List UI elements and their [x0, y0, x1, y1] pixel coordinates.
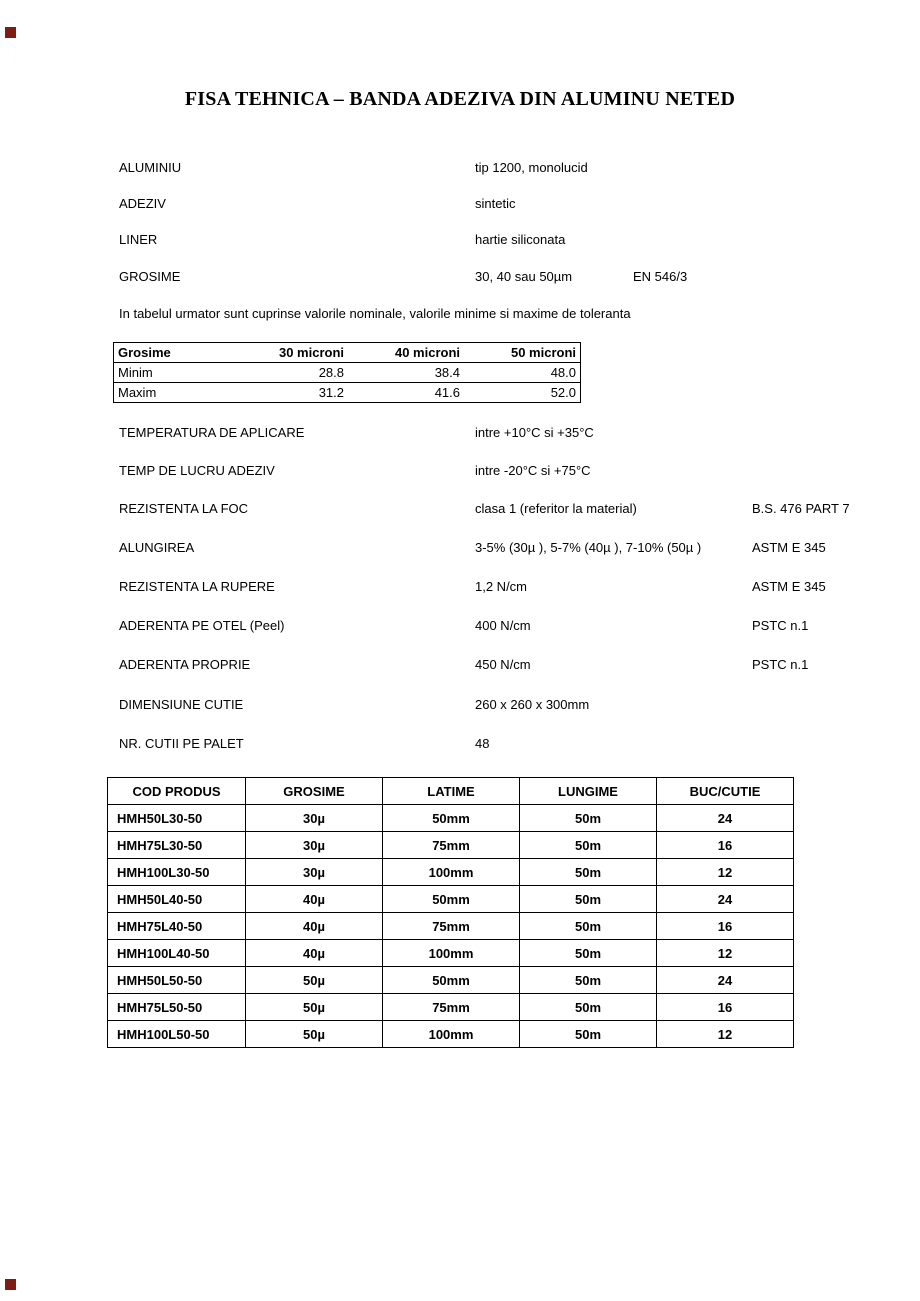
table-cell: 41.6: [434, 385, 460, 400]
table-row: [114, 383, 581, 403]
tolerance-intro-text: In tabelul urmator sunt cuprinse valorile nominale, valorile minime si maxime de toleranta: [119, 306, 631, 321]
spec-row: [0, 657, 920, 674]
spec-label: DIMENSIUNE CUTIE: [119, 697, 244, 712]
spec-row: [0, 540, 920, 557]
spec-row: [0, 618, 920, 635]
spec-standard: ASTM E 345: [752, 579, 826, 594]
spec-label: LINER: [119, 232, 158, 247]
spec-value: sintetic: [475, 196, 516, 211]
table-cell: 40µ: [246, 886, 383, 913]
table-cell: 30µ: [246, 832, 383, 859]
table-cell-product-code: HMH75L30-50: [108, 832, 246, 859]
table-cell: 50µ: [246, 967, 383, 994]
table-cell-product-code: HMH100L40-50: [108, 940, 246, 967]
spec-value: intre +10°C si +35°C: [475, 425, 594, 440]
table-row: [108, 913, 794, 940]
table-row: [108, 832, 794, 859]
table-cell: 40µ: [246, 940, 383, 967]
spec-value: 48: [475, 736, 490, 751]
spec-standard: EN 546/3: [633, 269, 688, 284]
table-header-cell: LATIME: [383, 778, 520, 805]
table-row: [108, 940, 794, 967]
table-cell: 50mm: [383, 967, 520, 994]
table-header-cell: 50 microni: [464, 343, 581, 363]
spec-value: 1,2 N/cm: [475, 579, 528, 594]
table-cell-product-code: HMH50L30-50: [108, 805, 246, 832]
table-header-cell: COD PRODUS: [108, 778, 246, 805]
spec-value: 450 N/cm: [475, 657, 531, 672]
table-row: [108, 805, 794, 832]
spec-row: [0, 736, 920, 753]
table-cell: 48.0: [464, 363, 581, 383]
table-cell: 50m: [520, 859, 657, 886]
table-cell: 16: [657, 832, 794, 859]
table-cell-product-code: HMH100L50-50: [108, 1021, 246, 1048]
spec-label: NR. CUTII PE PALET: [119, 736, 244, 751]
table-cell: 24: [657, 886, 794, 913]
table-header-cell: GROSIME: [246, 778, 383, 805]
table-cell: 24: [657, 967, 794, 994]
spec-value: tip 1200, monolucid: [475, 160, 588, 175]
table-cell: 40µ: [246, 913, 383, 940]
table-cell: 50mm: [383, 886, 520, 913]
table-cell: 75mm: [383, 832, 520, 859]
table-cell: 12: [657, 1021, 794, 1048]
table-cell: 50m: [520, 967, 657, 994]
table-cell: 50m: [520, 832, 657, 859]
table-cell: 30µ: [246, 805, 383, 832]
spec-label: TEMP DE LUCRU ADEZIV: [119, 463, 275, 478]
table-row: [108, 967, 794, 994]
spec-value: intre -20°C si +75°C: [475, 463, 591, 478]
table-cell: 31.2: [318, 385, 344, 400]
product-table-header-row: [108, 778, 794, 805]
tolerance-table: [113, 342, 581, 403]
table-cell: 50m: [520, 886, 657, 913]
table-header-cell: Grosime: [114, 343, 233, 363]
table-header-cell: LUNGIME: [520, 778, 657, 805]
table-cell: 12: [657, 940, 794, 967]
spec-standard: B.S. 476 PART 7: [752, 501, 850, 516]
tolerance-table-header-row: [114, 343, 581, 363]
table-header-cell: BUC/CUTIE: [657, 778, 794, 805]
table-cell: Minim: [114, 363, 233, 383]
spec-label: GROSIME: [119, 269, 181, 284]
spec-row: [0, 579, 920, 596]
spec-row: [0, 501, 920, 518]
table-cell-product-code: HMH75L50-50: [108, 994, 246, 1021]
table-row: [108, 859, 794, 886]
product-table: [107, 777, 794, 1048]
table-cell: 38.4: [348, 363, 464, 383]
table-row: [108, 1021, 794, 1048]
table-header-cell: 30 microni: [232, 343, 348, 363]
spec-label: ALUMINIU: [119, 160, 182, 175]
table-cell: 100mm: [383, 1021, 520, 1048]
spec-label: TEMPERATURA DE APLICARE: [119, 425, 305, 440]
table-cell: 12: [657, 859, 794, 886]
spec-value: clasa 1 (referitor la material): [475, 501, 637, 516]
spec-row: [0, 196, 920, 213]
table-cell: 75mm: [383, 913, 520, 940]
table-cell: 100mm: [383, 859, 520, 886]
table-cell: 50µ: [246, 994, 383, 1021]
table-cell: 24: [657, 805, 794, 832]
spec-label: ADERENTA PE OTEL (Peel): [119, 618, 285, 633]
spec-label: REZISTENTA LA RUPERE: [119, 579, 275, 594]
spec-row: [0, 463, 920, 480]
table-cell-product-code: HMH50L40-50: [108, 886, 246, 913]
table-cell: Maxim: [118, 385, 157, 400]
table-cell-product-code: HMH50L50-50: [108, 967, 246, 994]
table-cell: 52.0: [550, 385, 576, 400]
spec-label: REZISTENTA LA FOC: [119, 501, 249, 516]
spec-standard: PSTC n.1: [752, 657, 809, 672]
table-cell: 75mm: [383, 994, 520, 1021]
spec-row: [0, 697, 920, 714]
table-cell: 50m: [520, 805, 657, 832]
spec-value: 3-5% (30µ ), 5-7% (40µ ), 7-10% (50µ ): [475, 540, 702, 555]
table-cell: 50µ: [246, 1021, 383, 1048]
spec-label: ADERENTA PROPRIE: [119, 657, 251, 672]
document-title: FISA TEHNICA – BANDA ADEZIVA DIN ALUMINU NETED: [184, 88, 736, 110]
table-cell: 50m: [520, 994, 657, 1021]
table-cell: 50m: [520, 913, 657, 940]
table-cell-product-code: HMH100L30-50: [108, 859, 246, 886]
spec-label: ALUNGIREA: [119, 540, 195, 555]
spec-standard: PSTC n.1: [752, 618, 809, 633]
spec-value: 30, 40 sau 50µm: [475, 269, 573, 284]
spec-value: hartie siliconata: [475, 232, 566, 247]
spec-row: [0, 160, 920, 177]
table-row: [108, 886, 794, 913]
spec-value: 260 x 260 x 300mm: [475, 697, 590, 712]
table-cell: 50mm: [383, 805, 520, 832]
table-cell: 50m: [520, 1021, 657, 1048]
table-header-cell: 40 microni: [348, 343, 464, 363]
table-cell: 16: [657, 913, 794, 940]
red-square-marker-bottom: [5, 1279, 16, 1290]
table-row: [108, 994, 794, 1021]
table-cell-product-code: HMH75L40-50: [108, 913, 246, 940]
table-cell: 30µ: [246, 859, 383, 886]
spec-label: ADEZIV: [119, 196, 166, 211]
table-cell: 100mm: [383, 940, 520, 967]
spec-value: 400 N/cm: [475, 618, 531, 633]
red-square-marker-top: [5, 27, 16, 38]
table-cell: 16: [657, 994, 794, 1021]
spec-row: [0, 232, 920, 249]
table-row: [114, 363, 581, 383]
spec-row: [0, 425, 920, 442]
spec-row: [0, 269, 920, 286]
table-cell: 50m: [520, 940, 657, 967]
spec-standard: ASTM E 345: [752, 540, 826, 555]
table-cell: 28.8: [232, 363, 348, 383]
